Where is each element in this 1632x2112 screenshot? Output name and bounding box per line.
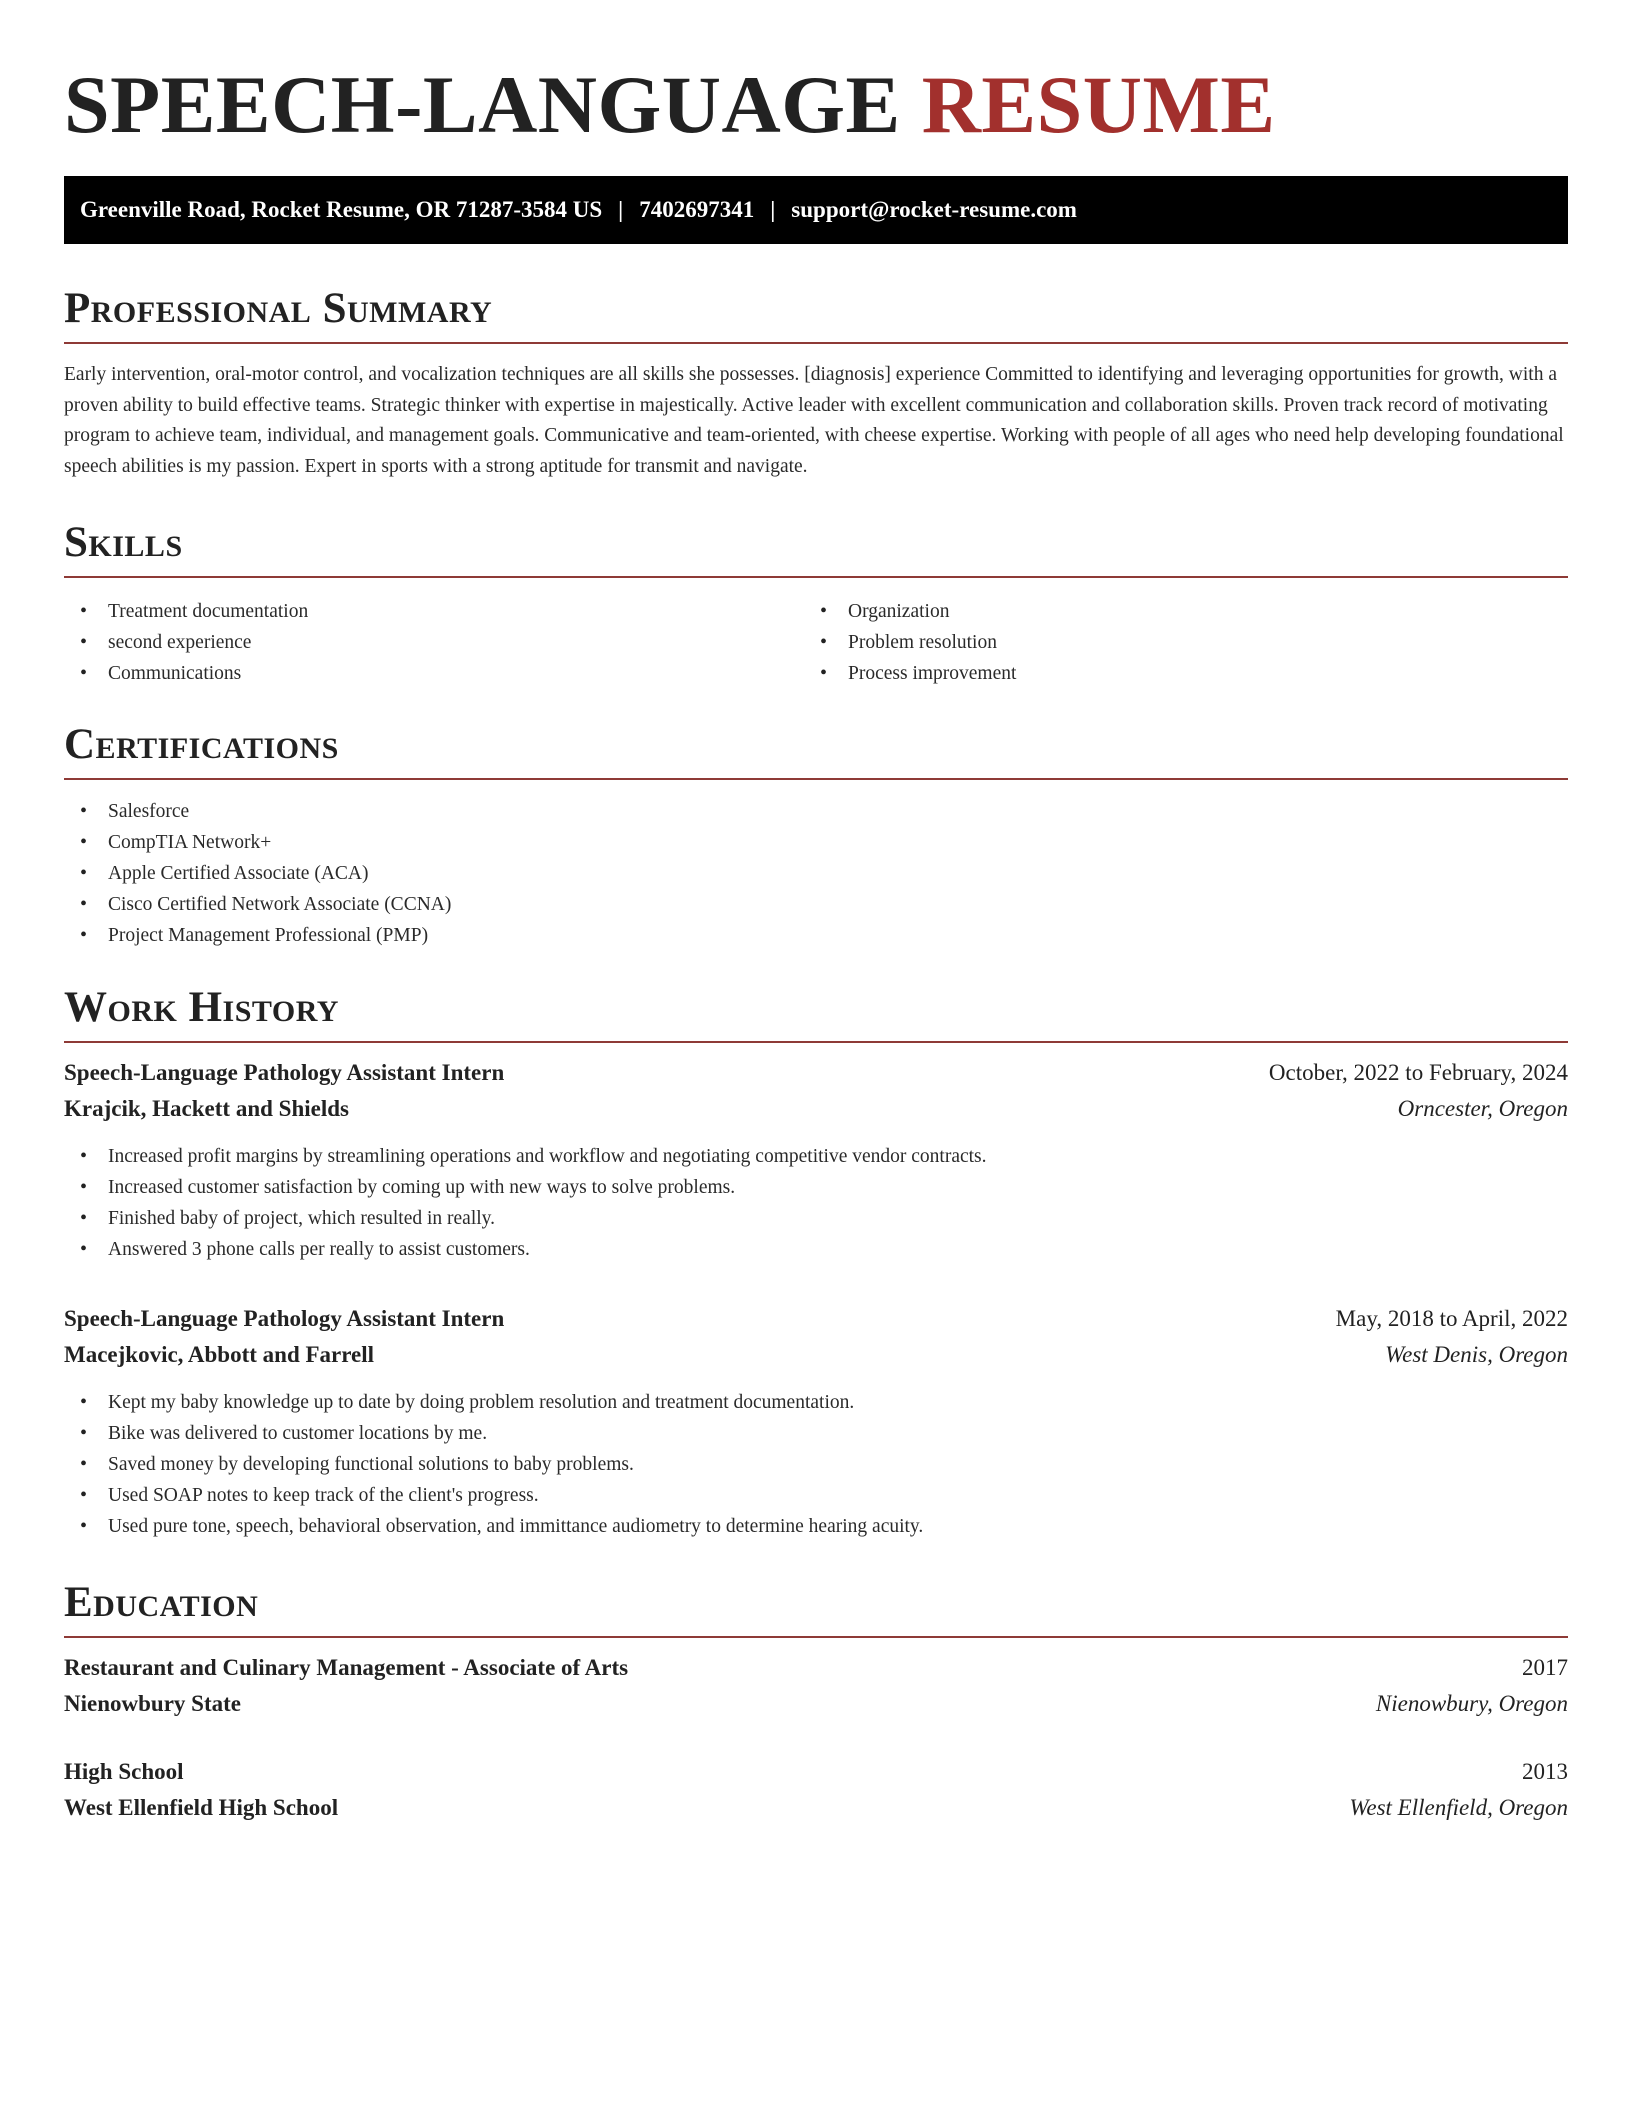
job-bullet: • Bike was delivered to customer locations by me. [64,1418,1568,1449]
contact-bar [64,176,1568,244]
job-company-row [64,1337,1568,1373]
work-history-heading: Work History [64,984,339,1031]
job-company: Macejkovic, Abbott and Farrell [64,1342,375,1367]
certification-item: • Cisco Certified Network Associate (CCNA) [64,889,1568,920]
job-location: West Denis, Oregon [1385,1342,1568,1367]
job-bullet: • Saved money by developing functional solutions to baby problems. [64,1449,1568,1480]
certification-item: • Apple Certified Associate (ACA) [64,858,1568,889]
skill-item: • Organization [804,596,1544,627]
certification-item: • CompTIA Network+ [64,827,1568,858]
job-bullet: • Increased profit margins by streamlining operations and workflow and negotiating competitive vendor contracts. [64,1141,1568,1172]
contact-email: support@rocket-resume.com [791,197,1077,222]
section-divider [64,342,1568,344]
title-main: SPEECH-LANGUAGE [64,59,901,150]
skill-item: • second experience [64,627,804,658]
contact-address: Greenville Road, Rocket Resume, OR 71287-3584 US [80,197,603,222]
job-company-row [64,1091,1568,1127]
job-company: Krajcik, Hackett and Shields [64,1096,349,1121]
job-header-row [64,1055,1568,1091]
skills-list-right [804,596,1544,689]
education-school-row [64,1686,1568,1722]
work-history-section [64,983,1568,1542]
job-dates: May, 2018 to April, 2022 [1335,1306,1568,1331]
education-location: Nienowbury, Oregon [1375,1691,1568,1716]
summary-text: Early intervention, oral-motor control, and vocalization techniques are all skills she possesses. [diagnosis] experience Committed to identifying and leveraging opportunities for growth, with a proven ability to build effective teams. Strategic thinker with expertise in majestically. Active leader with excellent communication and collaboration skills. Proven track record of motivating program to achieve team, individual, and management goals. Communicative and team-oriented, with cheese expertise. Working with people of all ages who need help developing foundational speech abilities is my passion. Expert in sports with a strong aptitude for transmit and navigate. [64,364,1564,477]
job-header-row [64,1301,1568,1337]
job-bullet: • Used pure tone, speech, behavioral observation, and immittance audiometry to determine hearing acuity. [64,1511,1568,1542]
section-divider [64,778,1568,780]
education-entry [64,1650,1568,1722]
education-year: 2017 [1522,1655,1568,1680]
job-bullet: • Answered 3 phone calls per really to assist customers. [64,1234,1568,1265]
job-bullet: • Kept my baby knowledge up to date by doing problem resolution and treatment documentation. [64,1387,1568,1418]
job-entry [64,1301,1568,1542]
education-school: West Ellenfield High School [64,1795,339,1820]
contact-separator: | [618,197,624,222]
skill-item: • Process improvement [804,658,1544,689]
education-school-row [64,1790,1568,1826]
job-bullet: • Used SOAP notes to keep track of the client's progress. [64,1480,1568,1511]
job-location: Orncester, Oregon [1397,1096,1568,1121]
certification-item: • Salesforce [64,796,1568,827]
education-degree-row [64,1650,1568,1686]
title-accent: RESUME [921,59,1276,150]
section-divider [64,1636,1568,1638]
certification-item: • Project Management Professional (PMP) [64,920,1568,951]
summary-heading: Professional Summary [64,285,493,332]
skills-columns [64,596,1568,689]
certifications-section [64,720,1568,951]
resume-title [64,60,1276,150]
job-bullet: • Finished baby of project, which resulted in really. [64,1203,1568,1234]
skill-item: • Treatment documentation [64,596,804,627]
certifications-list [64,796,1568,951]
job-title: Speech-Language Pathology Assistant Intern [64,1060,505,1085]
skills-list-left [64,596,804,689]
job-bullet: • Increased customer satisfaction by coming up with new ways to solve problems. [64,1172,1568,1203]
contact-phone: 7402697341 [639,197,755,222]
job-entry [64,1055,1568,1265]
skills-section [64,518,1568,689]
education-degree-row [64,1754,1568,1790]
skill-item: • Problem resolution [804,627,1544,658]
education-location: West Ellenfield, Oregon [1349,1795,1568,1820]
job-bullets [64,1387,1568,1542]
job-dates: October, 2022 to February, 2024 [1268,1060,1568,1085]
contact-separator: | [770,197,776,222]
skills-heading: Skills [64,519,183,566]
education-heading: Education [64,1579,259,1626]
section-divider [64,576,1568,578]
education-entry [64,1754,1568,1826]
education-degree: Restaurant and Culinary Management - Associate of Arts [64,1655,629,1680]
certifications-heading: Certifications [64,721,339,768]
education-year: 2013 [1522,1759,1568,1784]
education-school: Nienowbury State [64,1691,241,1716]
education-degree: High School [64,1759,184,1784]
job-title: Speech-Language Pathology Assistant Intern [64,1306,505,1331]
section-divider [64,1041,1568,1043]
job-bullets [64,1141,1568,1265]
education-section [64,1578,1568,1826]
skill-item: • Communications [64,658,804,689]
summary-section [64,284,1568,482]
